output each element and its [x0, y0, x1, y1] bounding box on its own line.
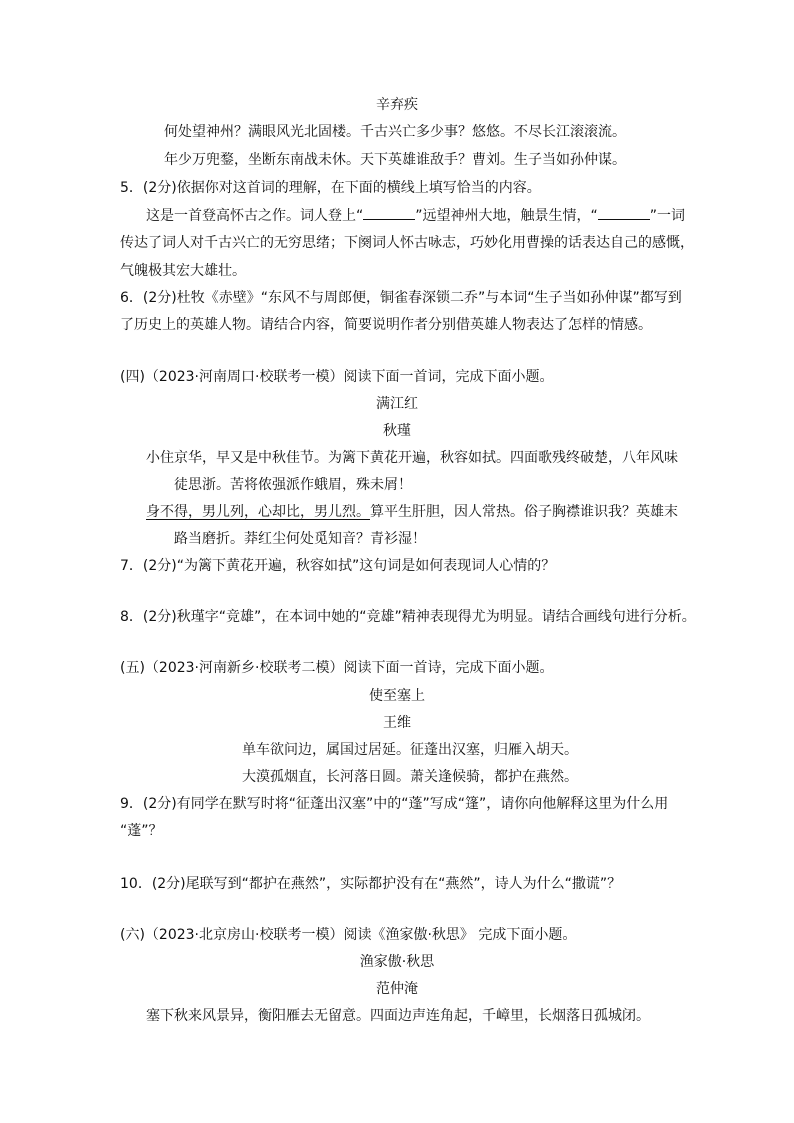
poem-text: 算平生肝胆，因人常热。俗子胸襟谁识我？英雄末 — [370, 504, 678, 520]
poem-line: 小住京华，早又是中秋佳节。为篱下黄花开遍，秋容如拭。四面歌残终破楚，八年风味 — [146, 450, 678, 466]
question-6-text: 了历史上的英雄人物。请结合内容，简要说明作者分别借英雄人物表达了怎样的情感。 — [120, 317, 652, 333]
section-4-header: (四)（2023·河南周口·校联考一模）阅读下面一首词，完成下面小题。 — [120, 369, 554, 385]
underlined-line: 身不得，男儿列，心却比，男儿烈。 — [146, 504, 370, 520]
question-10-text: 10．(2分)尾联写到“都护在燕然”，实际都护没有在“燕然”，诗人为什么“撒谎”？ — [120, 876, 622, 892]
question-5-text: 这是一首登高怀古之作。词人登上“ — [146, 208, 364, 224]
question-6-text: 6．(2分)杜牧《赤壁》“东风不与周郎便，铜雀春深锁二乔”与本词“生子当如孙仲谋”都写到 — [120, 290, 682, 306]
section-6-header: (六)（2023·北京房山·校联考一模）阅读《渔家傲·秋思》 完成下面小题。 — [120, 927, 577, 943]
question-5-text: 传达了词人对千古兴亡的无穷思绪；下阕词人怀古咏志，巧妙化用曹操的话表达自己的感慨， — [120, 235, 694, 251]
poem-line: 大漠孤烟直，长河落日圆。萧关逢候骑，都护在燕然。 — [242, 769, 578, 785]
question-9-text: 9．(2分)有同学在默写时将“征蓬出汉塞”中的“蓬”写成“篷”，请你向他解释这里为什么用 — [120, 796, 669, 812]
poem-author: 范仲淹 — [376, 981, 418, 997]
question-5-paragraph — [146, 205, 685, 226]
poem-author: 王维 — [383, 715, 411, 731]
poem-line: 徒思浙。苦将侬强派作蛾眉，殊未屑！ — [174, 477, 412, 493]
poem-line: 何处望神州？满眼风光北固楼。千古兴亡多少事？悠悠。不尽长江滚滚流。 — [164, 124, 626, 140]
poem-line — [146, 502, 678, 522]
question-8-text: 8．(2分)秋瑾字“竞雄”，在本词中她的“竞雄”精神表现得尤为明显。请结合画线句进行分析。 — [120, 609, 696, 625]
poem-line: 单车欲问边，属国过居延。征蓬出汉塞，归雁入胡天。 — [242, 742, 578, 758]
section-5-header: (五)（2023·河南新乡·校联考二模）阅读下面一首诗，完成下面小题。 — [120, 660, 554, 676]
question-5-stem: 5．(2分)依据你对这首词的理解，在下面的横线上填写恰当的内容。 — [120, 180, 541, 196]
question-7-text: 7．(2分)“为篱下黄花开遍，秋容如拭”这句词是如何表现词人心情的？ — [120, 558, 556, 574]
poem-title: 满江红 — [376, 396, 418, 412]
question-5-text: ”远望神州大地，触景生情，“ — [415, 208, 598, 224]
poem-author: 辛弃疾 — [376, 97, 418, 113]
poem-title: 使至塞上 — [369, 688, 425, 704]
poem-line: 路当磨折。莽红尘何处觅知音？青衫湿！ — [174, 531, 426, 547]
poem-author: 秋瑾 — [383, 423, 411, 439]
question-9-text: “蓬”？ — [120, 823, 163, 839]
fill-blank-1[interactable] — [363, 205, 415, 220]
fill-blank-2[interactable] — [598, 205, 650, 220]
poem-line: 塞下秋来风景异，衡阳雁去无留意。四面边声连角起，千嶂里，长烟落日孤城闭。 — [146, 1008, 650, 1024]
question-5-text: ”一词 — [649, 208, 686, 224]
poem-line: 年少万兜鍪，坐断东南战未休。天下英雄谁敌手？曹刘。生子当如孙仲谋。 — [164, 152, 626, 168]
question-5-text: 气魄极其宏大雄壮。 — [120, 263, 246, 279]
poem-title: 渔家傲·秋思 — [359, 954, 435, 970]
